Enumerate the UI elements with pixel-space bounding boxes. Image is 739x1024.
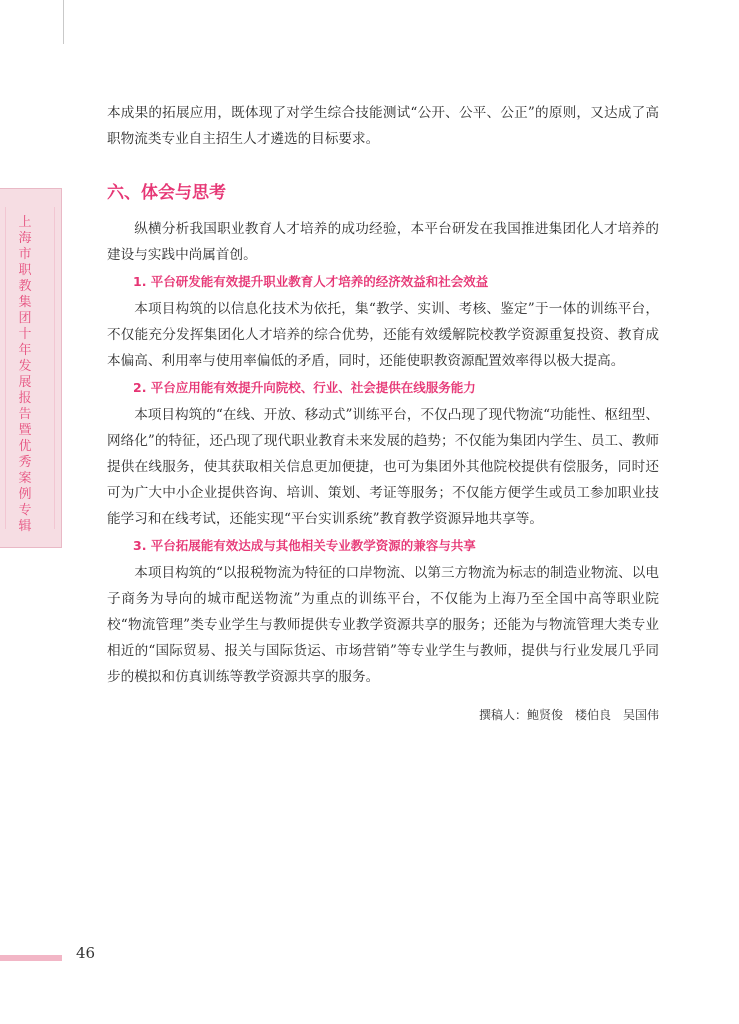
intro-paragraph: 本成果的拓展应用，既体现了对学生综合技能测试“公开、公平、公正”的原则，又达成了高职物流类专业自主招生人才遴选的目标要求。: [107, 105, 659, 147]
subheading-3: 3. 平台拓展能有效达成与其他相关专业教学资源的兼容与共享: [133, 538, 476, 553]
section-heading: 六、体会与思考: [107, 183, 226, 203]
paragraph-2: 本项目构筑的“在线、开放、移动式”训练平台，不仅凸现了现代物流“功能性、枢纽型、网络化”的特征，还凸现了现代职业教育未来发展的趋势；不仅能为集团内学生、员工、教师提供在线服务，使其获取相关信息更加便捷，也可为集团外其他院校提供有偿服务，同时还可为广大中小企业提供咨询、培训、策划、考证等服务；不仅能方便学生或员工参加职业技能学习和在线考试，还能实现“平台实训系统”教育教学资源异地共享等。: [107, 407, 659, 527]
author-byline: 撰稿人：鲍贤俊 楼伯良 吴国伟: [478, 708, 659, 722]
top-margin-rule: [63, 0, 64, 44]
bottom-accent-bar: [0, 955, 62, 961]
side-tab-text: 上海市职教集团十年发展报告暨优秀案例专辑: [18, 215, 32, 534]
subheading-2: 2. 平台应用能有效提升向院校、行业、社会提供在线服务能力: [133, 380, 476, 395]
paragraph-3: 本项目构筑的“以报税物流为特征的口岸物流、以第三方物流为标志的制造业物流、以电子商务为导向的城市配送物流”为重点的训练平台，不仅能为上海乃至全国中高等职业院校“物流管理”类专业学生与教师提供专业教学资源共享的服务；还能为与物流管理大类专业相近的“国际贸易、报关与国际货运、市场营销”等专业学生与教师，提供与行业发展几乎同步的模拟和仿真训练等教学资源共享的服务。: [107, 565, 659, 685]
subheading-1: 1. 平台研发能有效提升职业教育人才培养的经济效益和社会效益: [133, 274, 489, 289]
paragraph-1: 本项目构筑的以信息化技术为依托，集“教学、实训、考核、鉴定”于一体的训练平台，不仅能充分发挥集团化人才培养的综合优势，还能有效缓解院校教学资源重复投资、教育成本偏高、利用率与使用率偏低的矛盾，同时，还能使职教资源配置效率得以极大提高。: [107, 301, 659, 369]
page-number: 46: [76, 944, 96, 962]
side-chapter-tab: [0, 188, 62, 548]
page-body: [107, 100, 659, 728]
section-lead-paragraph: 纵横分析我国职业教育人才培养的成功经验，本平台研发在我国推进集团化人才培养的建设与实践中尚属首创。: [107, 221, 659, 263]
